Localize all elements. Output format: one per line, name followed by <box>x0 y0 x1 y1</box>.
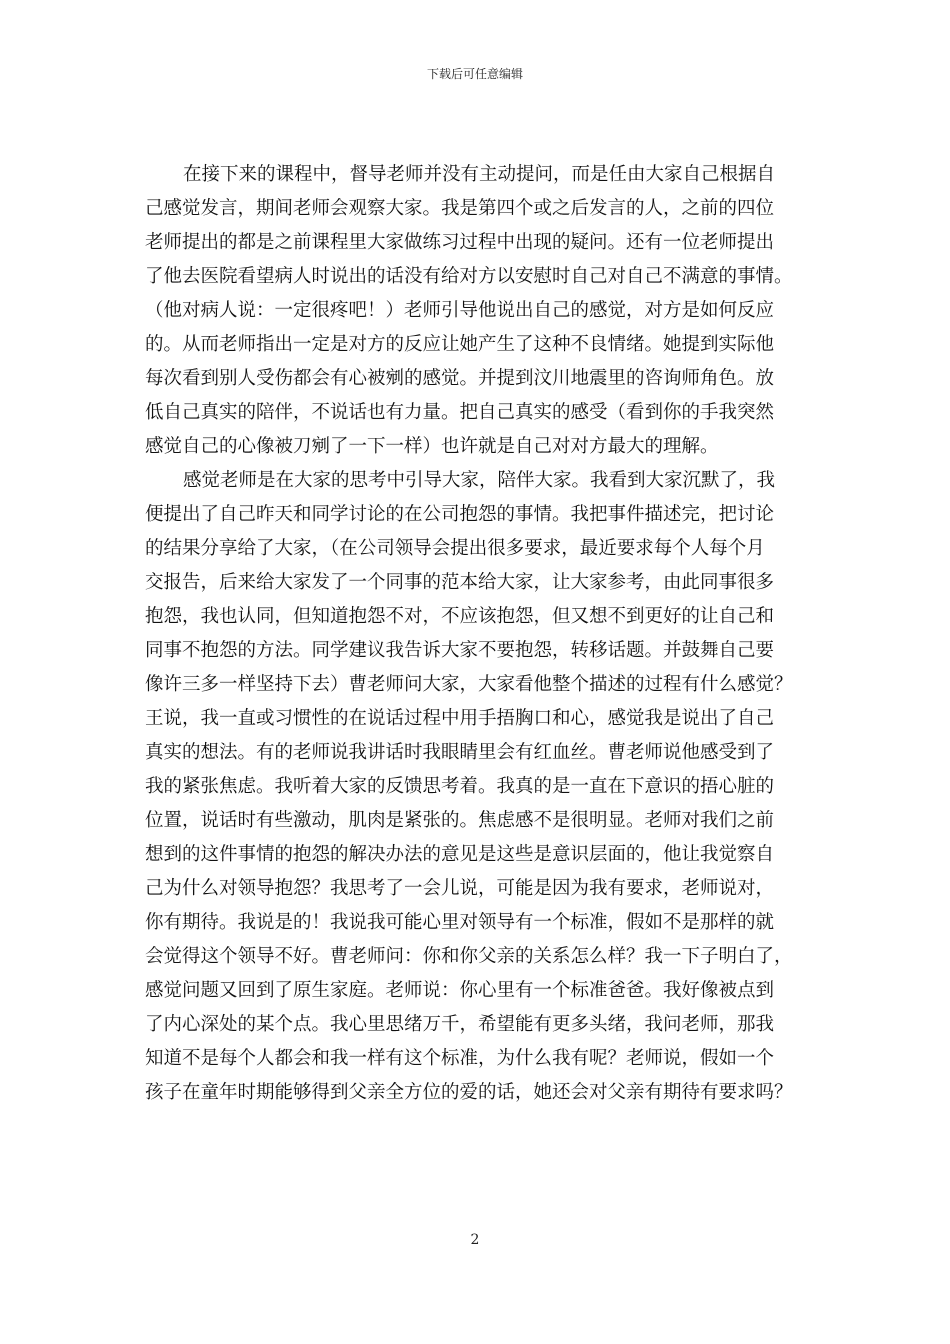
paragraph-line: （他对病人说：一定很疼吧！）老师引导他说出自己的感觉，对方是如何反应 <box>145 300 775 321</box>
paragraph-line: 抱怨，我也认同，但知道抱怨不对，不应该抱怨，但又想不到更好的让自己和 <box>145 606 775 627</box>
paragraph-line: 我的紧张焦虑。我听着大家的反馈思考着。我真的是一直在下意识的捂心脏的 <box>145 776 775 797</box>
paragraph-line: 老师提出的都是之前课程里大家做练习过程中出现的疑问。还有一位老师提出 <box>145 232 775 253</box>
paragraph-2 <box>145 464 811 1110</box>
paragraph-line: 真实的想法。有的老师说我讲话时我眼睛里会有红血丝。曹老师说他感受到了 <box>145 742 775 763</box>
paragraph-line: 感觉自己的心像被刀剜了一下一样）也许就是自己对对方最大的理解。 <box>145 436 719 457</box>
paragraph-line: 了他去医院看望病人时说出的话没有给对方以安慰时自己对自己不满意的事情。 <box>145 266 793 287</box>
document-body <box>145 158 811 1110</box>
paragraph-line: 孩子在童年时期能够得到父亲全方位的爱的话，她还会对父亲有期待有要求吗？ <box>145 1082 793 1103</box>
paragraph-line: 想到的这件事情的抱怨的解决办法的意见是这些是意识层面的，他让我觉察自 <box>145 844 775 865</box>
paragraph-line: 低自己真实的陪伴，不说话也有力量。把自己真实的感受（看到你的手我突然 <box>145 402 775 423</box>
paragraph-line: 便提出了自己昨天和同学讨论的在公司抱怨的事情。我把事件描述完，把讨论 <box>145 504 775 525</box>
paragraph-line: 的结果分享给了大家，（在公司领导会提出很多要求，最近要求每个人每个月 <box>145 538 765 559</box>
paragraph-line: 交报告，后来给大家发了一个同事的范本给大家，让大家参考，由此同事很多 <box>145 572 775 593</box>
paragraph-line: 位置，说话时有些激动，肌肉是紧张的。焦虑感不是很明显。老师对我们之前 <box>145 810 775 831</box>
paragraph-line: 会觉得这个领导不好。曹老师问：你和你父亲的关系怎么样？我一下子明白了， <box>145 946 793 967</box>
paragraph-line: 己感觉发言，期间老师会观察大家。我是第四个或之后发言的人，之前的四位 <box>145 198 775 219</box>
page-header: 下载后可任意编辑 <box>426 67 523 81</box>
paragraph-line: 知道不是每个人都会和我一样有这个标准，为什么我有呢？老师说，假如一个 <box>145 1048 775 1069</box>
paragraph-line: 感觉问题又回到了原生家庭。老师说：你心里有一个标准爸爸。我好像被点到 <box>145 980 775 1001</box>
paragraph-line: 像许三多一样坚持下去）曹老师问大家，大家看他整个描述的过程有什么感觉？ <box>145 674 793 695</box>
paragraph-line: 了内心深处的某个点。我心里思绪万千，希望能有更多头绪，我问老师，那我 <box>145 1014 775 1035</box>
page-number: 2 <box>470 1232 480 1248</box>
paragraph-line: 王说，我一直或习惯性的在说话过程中用手捂胸口和心，感觉我是说出了自己 <box>145 708 775 729</box>
paragraph-line: 的。从而老师指出一定是对方的反应让她产生了这种不良情绪。她提到实际他 <box>145 334 775 355</box>
paragraph-line: 在接下来的课程中，督导老师并没有主动提问，而是任由大家自己根据自 <box>183 164 776 185</box>
paragraph-line: 同事不抱怨的方法。同学建议我告诉大家不要抱怨，转移话题。并鼓舞自己要 <box>145 640 775 661</box>
paragraph-line: 感觉老师是在大家的思考中引导大家，陪伴大家。我看到大家沉默了，我 <box>183 470 776 491</box>
paragraph-line: 你有期待。我说是的！我说我可能心里对领导有一个标准，假如不是那样的就 <box>145 912 775 933</box>
paragraph-1 <box>145 158 811 464</box>
paragraph-line: 每次看到别人受伤都会有心被剜的感觉。并提到汶川地震里的咨询师角色。放 <box>145 368 775 389</box>
paragraph-line: 己为什么对领导抱怨？我思考了一会儿说，可能是因为我有要求，老师说对， <box>145 878 775 899</box>
